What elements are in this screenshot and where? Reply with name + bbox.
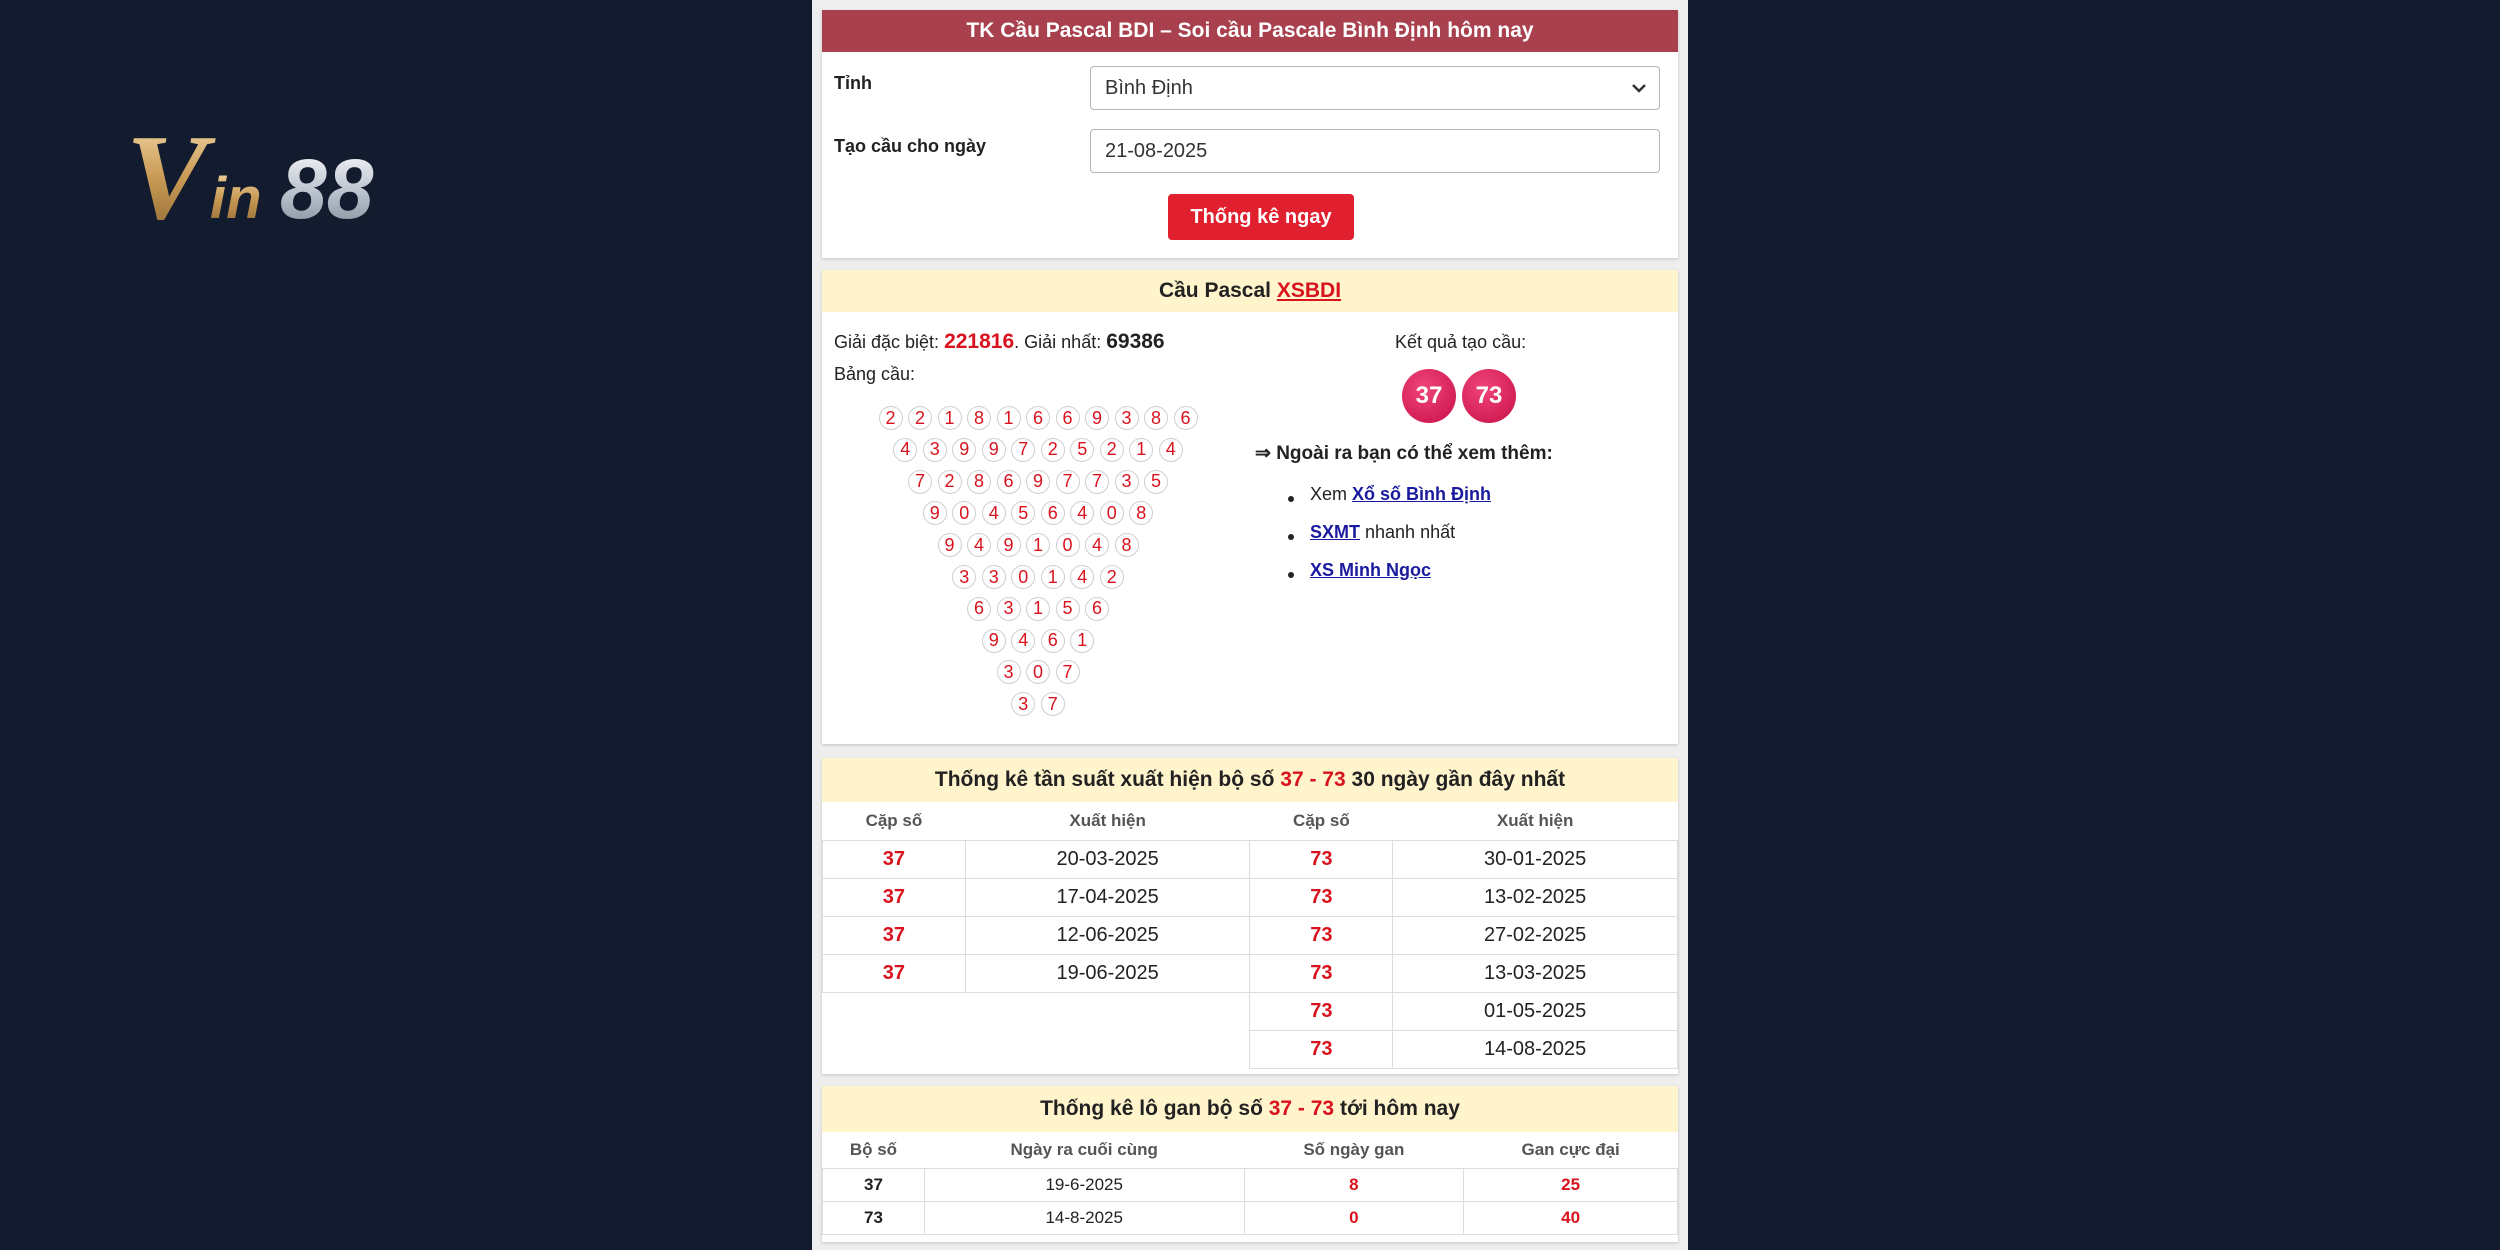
pascal-digit: 2 <box>879 406 903 430</box>
pascal-digit: 9 <box>982 629 1006 653</box>
date-cell: 01-05-2025 <box>1393 992 1678 1030</box>
special-value: 221816 <box>944 330 1015 353</box>
pascal-digit: 8 <box>1144 406 1168 430</box>
column-header: Xuất hiện <box>965 802 1250 840</box>
empty-cell <box>823 992 1250 1030</box>
pascal-digit: 5 <box>1056 597 1080 621</box>
date-cell: 14-08-2025 <box>1393 1030 1678 1068</box>
pair-cell: 73 <box>1250 840 1393 878</box>
column-header: Xuất hiện <box>1393 802 1678 840</box>
more-item: SXMT nhanh nhất <box>1310 522 1456 542</box>
table-label: Bảng cầu: <box>834 364 916 384</box>
pascal-digit: 0 <box>1056 533 1080 557</box>
svg-text:V: V <box>126 118 208 230</box>
pair-cell: 73 <box>823 1201 925 1234</box>
pascal-digit: 9 <box>923 501 947 525</box>
xs-minh-ngoc-link[interactable]: XS Minh Ngọc <box>1310 560 1431 580</box>
last-date-cell: 14-8-2025 <box>924 1201 1244 1234</box>
pascal-digit: 2 <box>1100 438 1124 462</box>
pascal-digit: 8 <box>1115 533 1139 557</box>
pascal-digit: 1 <box>938 406 962 430</box>
pascal-digit: 9 <box>997 533 1021 557</box>
pascal-digit: 4 <box>1070 501 1094 525</box>
last-date-cell: 19-6-2025 <box>924 1168 1244 1201</box>
pascal-digit: 6 <box>967 597 991 621</box>
pascal-digit: 9 <box>982 438 1006 462</box>
pascal-header <box>822 270 1678 312</box>
table-row <box>823 1168 1678 1201</box>
pascal-digit: 7 <box>908 470 932 494</box>
province-label: Tỉnh <box>834 73 872 93</box>
date-cell: 13-03-2025 <box>1393 954 1678 992</box>
pascal-digit: 5 <box>1011 501 1035 525</box>
pair-cell: 37 <box>823 954 966 992</box>
table-row <box>823 840 1678 878</box>
pair-cell: 73 <box>1250 878 1393 916</box>
bullet <box>1288 572 1294 578</box>
pascal-digit: 4 <box>1159 438 1183 462</box>
bullet <box>1288 534 1294 540</box>
pascal-digit: 0 <box>1026 660 1050 684</box>
pascal-digit: 7 <box>1011 438 1035 462</box>
table-row <box>823 1201 1678 1234</box>
main-column <box>812 0 1688 1250</box>
pascal-digit: 1 <box>997 406 1021 430</box>
pascal-digit: 9 <box>938 533 962 557</box>
pascal-digit: 8 <box>967 406 991 430</box>
pascal-digit: 0 <box>952 501 976 525</box>
prize-line <box>834 330 1165 354</box>
xo-so-binh-dinh-link[interactable]: Xổ số Bình Định <box>1352 484 1492 504</box>
date-value: 21-08-2025 <box>1105 139 1208 162</box>
pascal-digit: 3 <box>1115 470 1139 494</box>
pascal-digit: 4 <box>1011 629 1035 653</box>
first-value: 69386 <box>1106 330 1165 353</box>
pascal-digit: 2 <box>1100 565 1124 589</box>
pascal-digit: 9 <box>1085 406 1109 430</box>
table-header-row <box>823 1132 1678 1168</box>
date-cell: 17-04-2025 <box>965 878 1250 916</box>
pascal-digit: 9 <box>1026 470 1050 494</box>
pascal-digit: 1 <box>1070 629 1094 653</box>
pascal-digit: 1 <box>1041 565 1065 589</box>
more-title: ⇒ Ngoài ra bạn có thể xem thêm: <box>1255 443 1553 464</box>
pascal-digit: 6 <box>1041 501 1065 525</box>
pascal-digit: 3 <box>923 438 947 462</box>
empty-cell <box>823 1030 1250 1068</box>
pascal-digit: 7 <box>1056 660 1080 684</box>
gan-card <box>822 1086 1678 1242</box>
first-label: . Giải nhất: <box>1014 332 1102 352</box>
sxmt-link[interactable]: SXMT <box>1310 522 1361 542</box>
form-header: TK Cầu Pascal BDI – Soi cầu Pascale Bình Định hôm nay <box>822 10 1678 52</box>
pascal-digit: 3 <box>1115 406 1139 430</box>
gan-pair: 37 - 73 <box>1268 1097 1335 1120</box>
date-cell: 19-06-2025 <box>965 954 1250 992</box>
table-row <box>823 878 1678 916</box>
pascal-digit: 2 <box>908 406 932 430</box>
pascal-digit: 6 <box>1174 406 1198 430</box>
result-label: Kết quả tạo cầu: <box>1395 332 1527 352</box>
pascal-card <box>822 270 1678 744</box>
pascal-digit: 4 <box>1070 565 1094 589</box>
column-header: Ngày ra cuối cùng <box>924 1132 1244 1168</box>
pascal-digit: 2 <box>1041 438 1065 462</box>
form-card <box>822 10 1678 258</box>
column-header: Gan cực đại <box>1464 1132 1678 1168</box>
table-row <box>823 916 1678 954</box>
pascal-digit: 6 <box>1056 406 1080 430</box>
pascal-digit: 3 <box>982 565 1006 589</box>
pair-cell: 37 <box>823 1168 925 1201</box>
date-label: Tạo cầu cho ngày <box>834 136 987 156</box>
table-header-row <box>823 802 1678 840</box>
pascal-digit: 1 <box>1026 597 1050 621</box>
pascal-digit: 6 <box>997 470 1021 494</box>
special-label: Giải đặc biệt: <box>834 332 940 352</box>
pascal-digit: 9 <box>952 438 976 462</box>
pascal-digit: 7 <box>1041 692 1065 716</box>
pascal-digit: 8 <box>967 470 991 494</box>
pascal-digit: 3 <box>997 597 1021 621</box>
column-header: Cặp số <box>823 802 966 840</box>
column-header: Số ngày gan <box>1244 1132 1464 1168</box>
column-header: Bộ số <box>823 1132 925 1168</box>
pair-cell: 73 <box>1250 1030 1393 1068</box>
province-value: Bình Định <box>1105 76 1193 99</box>
table-row <box>823 992 1678 1030</box>
column-header: Cặp số <box>1250 802 1393 840</box>
gan-table <box>822 1132 1678 1235</box>
pascal-digit: 3 <box>952 565 976 589</box>
result-ball: 73 <box>1462 369 1516 423</box>
pair-cell: 73 <box>1250 992 1393 1030</box>
pascal-digit: 7 <box>1085 470 1109 494</box>
pascal-digit: 4 <box>1085 533 1109 557</box>
gan-header: Thống kê lô gan bộ số 37 - 73 tới hôm nay <box>822 1086 1678 1132</box>
max-gan-cell: 40 <box>1464 1201 1678 1234</box>
more-item: Xem Xổ số Bình Định <box>1310 484 1492 504</box>
pair-cell: 73 <box>1250 954 1393 992</box>
pascal-digit: 5 <box>1070 438 1094 462</box>
pascal-digit: 6 <box>1085 597 1109 621</box>
date-cell: 20-03-2025 <box>965 840 1250 878</box>
pair-cell: 73 <box>1250 916 1393 954</box>
chevron-down-icon <box>1631 81 1647 95</box>
frequency-pair: 37 - 73 <box>1280 768 1346 791</box>
pascal-digit: 4 <box>893 438 917 462</box>
date-cell: 13-02-2025 <box>1393 878 1678 916</box>
date-cell: 27-02-2025 <box>1393 916 1678 954</box>
svg-text:88: 88 <box>280 142 374 230</box>
days-gan-cell: 0 <box>1244 1201 1464 1234</box>
bullet <box>1288 496 1294 502</box>
pascal-digit: 6 <box>1026 406 1050 430</box>
svg-text:in: in <box>210 166 262 230</box>
max-gan-cell: 25 <box>1464 1168 1678 1201</box>
pascal-digit: 6 <box>1041 629 1065 653</box>
pascal-digit: 0 <box>1011 565 1035 589</box>
frequency-header: Thống kê tần suất xuất hiện bộ số 37 - 73 30 ngày gần đây nhất <box>822 758 1678 802</box>
date-cell: 12-06-2025 <box>965 916 1250 954</box>
date-input[interactable] <box>1090 129 1660 173</box>
pair-cell: 37 <box>823 840 966 878</box>
vin88-logo <box>122 118 482 230</box>
pair-cell: 37 <box>823 916 966 954</box>
frequency-card <box>822 758 1678 1074</box>
pascal-digit: 1 <box>1129 438 1153 462</box>
table-row <box>823 954 1678 992</box>
pascal-title: Cầu Pascal <box>1158 279 1272 302</box>
pascal-digit: 4 <box>967 533 991 557</box>
pascal-digit: 0 <box>1100 501 1124 525</box>
more-item <box>1310 560 1431 581</box>
days-gan-cell: 8 <box>1244 1168 1464 1201</box>
table-row <box>823 1030 1678 1068</box>
pascal-digit: 3 <box>1011 692 1035 716</box>
date-cell: 30-01-2025 <box>1393 840 1678 878</box>
pascal-digit: 1 <box>1026 533 1050 557</box>
pascal-digit: 4 <box>982 501 1006 525</box>
pascal-digit: 8 <box>1129 501 1153 525</box>
pascal-digit: 5 <box>1144 470 1168 494</box>
pascal-digit: 3 <box>997 660 1021 684</box>
xsbdi-link[interactable]: XSBDI <box>1276 279 1342 302</box>
result-ball: 37 <box>1402 369 1456 423</box>
pascal-digit: 2 <box>938 470 962 494</box>
submit-button[interactable]: Thống kê ngay <box>1168 194 1354 240</box>
province-select[interactable] <box>1090 66 1660 110</box>
pascal-digit: 7 <box>1056 470 1080 494</box>
frequency-table <box>822 802 1678 1069</box>
pair-cell: 37 <box>823 878 966 916</box>
